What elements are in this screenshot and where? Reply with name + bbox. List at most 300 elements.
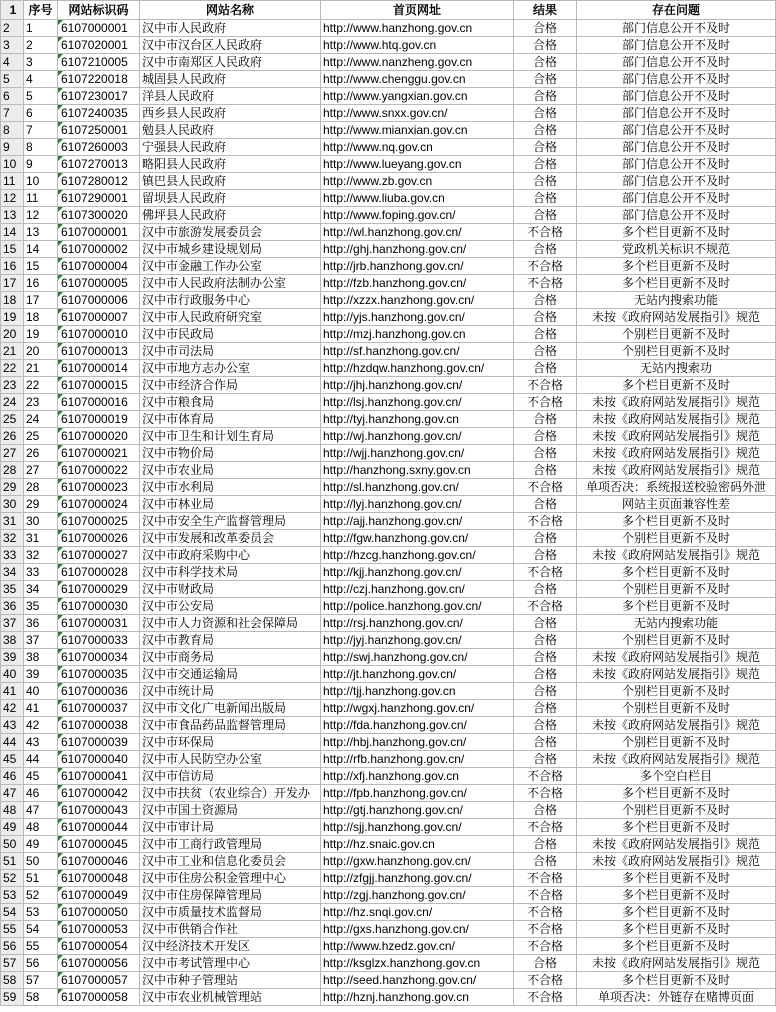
code-cell[interactable]: 6107000023: [58, 479, 140, 496]
url-cell[interactable]: http://hbj.hanzhong.gov.cn/: [321, 734, 514, 751]
name-cell[interactable]: 汉中市食品药品监督管理局: [140, 717, 321, 734]
url-cell[interactable]: http://www.snxx.gov.cn/: [321, 105, 514, 122]
issue-cell[interactable]: 未按《政府网站发展指引》规范: [577, 649, 776, 666]
name-cell[interactable]: 汉中市南郑区人民政府: [140, 54, 321, 71]
result-cell[interactable]: 不合格: [514, 921, 577, 938]
result-cell[interactable]: 不合格: [514, 938, 577, 955]
issue-cell[interactable]: 无站内搜索功: [577, 360, 776, 377]
url-cell[interactable]: http://sjj.hanzhong.gov.cn/: [321, 819, 514, 836]
header-issue[interactable]: 存在问题: [577, 0, 776, 20]
issue-cell[interactable]: 多个栏目更新不及时: [577, 564, 776, 581]
name-cell[interactable]: 汉中市科学技术局: [140, 564, 321, 581]
issue-cell[interactable]: 未按《政府网站发展指引》规范: [577, 428, 776, 445]
seq-cell[interactable]: 35: [24, 598, 58, 615]
seq-cell[interactable]: 4: [24, 71, 58, 88]
name-cell[interactable]: 汉中市统计局: [140, 683, 321, 700]
name-cell[interactable]: 汉中市公安局: [140, 598, 321, 615]
seq-cell[interactable]: 6: [24, 105, 58, 122]
seq-cell[interactable]: 10: [24, 173, 58, 190]
header-code[interactable]: 网站标识码: [58, 0, 140, 20]
issue-cell[interactable]: 多个栏目更新不及时: [577, 513, 776, 530]
issue-cell[interactable]: 个别栏目更新不及时: [577, 343, 776, 360]
issue-cell[interactable]: 部门信息公开不及时: [577, 139, 776, 156]
issue-cell[interactable]: 部门信息公开不及时: [577, 54, 776, 71]
url-cell[interactable]: http://kjj.hanzhong.gov.cn/: [321, 564, 514, 581]
url-cell[interactable]: http://ksglzx.hanzhong.gov.cn: [321, 955, 514, 972]
result-cell[interactable]: 合格: [514, 428, 577, 445]
name-cell[interactable]: 汉中市人民防空办公室: [140, 751, 321, 768]
result-cell[interactable]: 合格: [514, 649, 577, 666]
seq-cell[interactable]: 43: [24, 734, 58, 751]
name-cell[interactable]: 汉中市种子管理站: [140, 972, 321, 989]
code-cell[interactable]: 6107000031: [58, 615, 140, 632]
url-cell[interactable]: http://www.liuba.gov.cn: [321, 190, 514, 207]
name-cell[interactable]: 汉中市住房公积金管理中心: [140, 870, 321, 887]
code-cell[interactable]: 6107000004: [58, 258, 140, 275]
issue-cell[interactable]: 未按《政府网站发展指引》规范: [577, 955, 776, 972]
issue-cell[interactable]: 多个栏目更新不及时: [577, 819, 776, 836]
issue-cell[interactable]: 多个栏目更新不及时: [577, 598, 776, 615]
issue-cell[interactable]: 个别栏目更新不及时: [577, 632, 776, 649]
code-cell[interactable]: 6107000010: [58, 326, 140, 343]
seq-cell[interactable]: 25: [24, 428, 58, 445]
name-cell[interactable]: 汉中市粮食局: [140, 394, 321, 411]
result-cell[interactable]: 合格: [514, 853, 577, 870]
url-cell[interactable]: http://jt.hanzhong.gov.cn/: [321, 666, 514, 683]
issue-cell[interactable]: 多个栏目更新不及时: [577, 870, 776, 887]
url-cell[interactable]: http://gxs.hanzhong.gov.cn/: [321, 921, 514, 938]
code-cell[interactable]: 6107000019: [58, 411, 140, 428]
header-url[interactable]: 首页网址: [321, 0, 514, 20]
issue-cell[interactable]: 未按《政府网站发展指引》规范: [577, 666, 776, 683]
name-cell[interactable]: 汉中市汉台区人民政府: [140, 37, 321, 54]
url-cell[interactable]: http://yjs.hanzhong.gov.cn/: [321, 309, 514, 326]
issue-cell[interactable]: 未按《政府网站发展指引》规范: [577, 309, 776, 326]
seq-cell[interactable]: 51: [24, 870, 58, 887]
issue-cell[interactable]: 个别栏目更新不及时: [577, 326, 776, 343]
name-cell[interactable]: 汉中市农业机械管理站: [140, 989, 321, 1006]
code-cell[interactable]: 6107000036: [58, 683, 140, 700]
seq-cell[interactable]: 47: [24, 802, 58, 819]
name-cell[interactable]: 镇巴县人民政府: [140, 173, 321, 190]
result-cell[interactable]: 合格: [514, 836, 577, 853]
code-cell[interactable]: 6107000014: [58, 360, 140, 377]
code-cell[interactable]: 6107000016: [58, 394, 140, 411]
result-cell[interactable]: 不合格: [514, 768, 577, 785]
result-cell[interactable]: 合格: [514, 615, 577, 632]
seq-cell[interactable]: 39: [24, 666, 58, 683]
result-cell[interactable]: 不合格: [514, 887, 577, 904]
name-cell[interactable]: 佛坪县人民政府: [140, 207, 321, 224]
seq-cell[interactable]: 37: [24, 632, 58, 649]
result-cell[interactable]: 不合格: [514, 785, 577, 802]
code-cell[interactable]: 6107240035: [58, 105, 140, 122]
name-cell[interactable]: 汉中市文化广电新闻出版局: [140, 700, 321, 717]
code-cell[interactable]: 6107000044: [58, 819, 140, 836]
url-cell[interactable]: http://ajj.hanzhong.gov.cn/: [321, 513, 514, 530]
seq-cell[interactable]: 30: [24, 513, 58, 530]
seq-cell[interactable]: 2: [24, 37, 58, 54]
seq-cell[interactable]: 20: [24, 343, 58, 360]
result-cell[interactable]: 合格: [514, 88, 577, 105]
seq-cell[interactable]: 7: [24, 122, 58, 139]
code-cell[interactable]: 6107000033: [58, 632, 140, 649]
seq-cell[interactable]: 55: [24, 938, 58, 955]
url-cell[interactable]: http://fgw.hanzhong.gov.cn/: [321, 530, 514, 547]
result-cell[interactable]: 不合格: [514, 904, 577, 921]
result-cell[interactable]: 合格: [514, 462, 577, 479]
url-cell[interactable]: http://czj.hanzhong.gov.cn/: [321, 581, 514, 598]
code-cell[interactable]: 6107000057: [58, 972, 140, 989]
code-cell[interactable]: 6107000043: [58, 802, 140, 819]
name-cell[interactable]: 汉中市质量技术监督局: [140, 904, 321, 921]
url-cell[interactable]: http://hznj.hanzhong.gov.cn: [321, 989, 514, 1006]
issue-cell[interactable]: 部门信息公开不及时: [577, 105, 776, 122]
result-cell[interactable]: 不合格: [514, 479, 577, 496]
code-cell[interactable]: 6107000026: [58, 530, 140, 547]
url-cell[interactable]: http://seed.hanzhong.gov.cn/: [321, 972, 514, 989]
name-cell[interactable]: 汉中市人民政府法制办公室: [140, 275, 321, 292]
seq-cell[interactable]: 3: [24, 54, 58, 71]
name-cell[interactable]: 汉中市住房保障管理局: [140, 887, 321, 904]
code-cell[interactable]: 6107000034: [58, 649, 140, 666]
name-cell[interactable]: 汉中市林业局: [140, 496, 321, 513]
issue-cell[interactable]: 多个栏目更新不及时: [577, 938, 776, 955]
issue-cell[interactable]: 无站内搜索功能: [577, 615, 776, 632]
code-cell[interactable]: 6107000058: [58, 989, 140, 1006]
code-cell[interactable]: 6107000035: [58, 666, 140, 683]
issue-cell[interactable]: 多个栏目更新不及时: [577, 921, 776, 938]
issue-cell[interactable]: 网站主页面兼容性差: [577, 496, 776, 513]
name-cell[interactable]: 汉中市考试管理中心: [140, 955, 321, 972]
url-cell[interactable]: http://tjj.hanzhong.gov.cn: [321, 683, 514, 700]
issue-cell[interactable]: 未按《政府网站发展指引》规范: [577, 547, 776, 564]
url-cell[interactable]: http://www.nanzheng.gov.cn: [321, 54, 514, 71]
issue-cell[interactable]: 部门信息公开不及时: [577, 88, 776, 105]
issue-cell[interactable]: 未按《政府网站发展指引》规范: [577, 836, 776, 853]
result-cell[interactable]: 不合格: [514, 564, 577, 581]
code-cell[interactable]: 6107000022: [58, 462, 140, 479]
name-cell[interactable]: 汉中市工商行政管理局: [140, 836, 321, 853]
result-cell[interactable]: 合格: [514, 20, 577, 37]
name-cell[interactable]: 汉中市卫生和计划生育局: [140, 428, 321, 445]
issue-cell[interactable]: 多个栏目更新不及时: [577, 258, 776, 275]
url-cell[interactable]: http://wj.hanzhong.gov.cn/: [321, 428, 514, 445]
result-cell[interactable]: 合格: [514, 207, 577, 224]
name-cell[interactable]: 汉中市审计局: [140, 819, 321, 836]
seq-cell[interactable]: 54: [24, 921, 58, 938]
seq-cell[interactable]: 17: [24, 292, 58, 309]
name-cell[interactable]: 汉中市物价局: [140, 445, 321, 462]
url-cell[interactable]: http://swj.hanzhong.gov.cn/: [321, 649, 514, 666]
name-cell[interactable]: 略阳县人民政府: [140, 156, 321, 173]
name-cell[interactable]: 汉中市扶贫（农业综合）开发办: [140, 785, 321, 802]
name-cell[interactable]: 洋县人民政府: [140, 88, 321, 105]
name-cell[interactable]: 汉中市发展和改革委员会: [140, 530, 321, 547]
issue-cell[interactable]: 多个栏目更新不及时: [577, 904, 776, 921]
issue-cell[interactable]: 未按《政府网站发展指引》规范: [577, 445, 776, 462]
result-cell[interactable]: 合格: [514, 717, 577, 734]
url-cell[interactable]: http://www.htq.gov.cn: [321, 37, 514, 54]
header-seq[interactable]: 序号: [24, 0, 58, 20]
code-cell[interactable]: 6107000056: [58, 955, 140, 972]
issue-cell[interactable]: 多个空白栏目: [577, 768, 776, 785]
code-cell[interactable]: 6107250001: [58, 122, 140, 139]
code-cell[interactable]: 6107000050: [58, 904, 140, 921]
code-cell[interactable]: 6107000006: [58, 292, 140, 309]
url-cell[interactable]: http://fda.hanzhong.gov.cn/: [321, 717, 514, 734]
name-cell[interactable]: 汉中市人民政府研究室: [140, 309, 321, 326]
url-cell[interactable]: http://gxw.hanzhong.gov.cn/: [321, 853, 514, 870]
code-cell[interactable]: 6107000015: [58, 377, 140, 394]
result-cell[interactable]: 合格: [514, 700, 577, 717]
code-cell[interactable]: 6107000013: [58, 343, 140, 360]
seq-cell[interactable]: 53: [24, 904, 58, 921]
result-cell[interactable]: 合格: [514, 241, 577, 258]
result-cell[interactable]: 合格: [514, 581, 577, 598]
seq-cell[interactable]: 49: [24, 836, 58, 853]
url-cell[interactable]: http://www.nq.gov.cn: [321, 139, 514, 156]
code-cell[interactable]: 6107000005: [58, 275, 140, 292]
issue-cell[interactable]: 部门信息公开不及时: [577, 156, 776, 173]
result-cell[interactable]: 合格: [514, 326, 577, 343]
issue-cell[interactable]: 未按《政府网站发展指引》规范: [577, 411, 776, 428]
seq-cell[interactable]: 5: [24, 88, 58, 105]
name-cell[interactable]: 汉中市环保局: [140, 734, 321, 751]
result-cell[interactable]: 不合格: [514, 275, 577, 292]
url-cell[interactable]: http://gtj.hanzhong.gov.cn/: [321, 802, 514, 819]
seq-cell[interactable]: 27: [24, 462, 58, 479]
issue-cell[interactable]: 未按《政府网站发展指引》规范: [577, 717, 776, 734]
url-cell[interactable]: http://hz.snaic.gov.cn: [321, 836, 514, 853]
result-cell[interactable]: 合格: [514, 37, 577, 54]
result-cell[interactable]: 不合格: [514, 972, 577, 989]
result-cell[interactable]: 不合格: [514, 513, 577, 530]
name-cell[interactable]: 汉中市司法局: [140, 343, 321, 360]
code-cell[interactable]: 6107280012: [58, 173, 140, 190]
seq-cell[interactable]: 21: [24, 360, 58, 377]
url-cell[interactable]: http://zgj.hanzhong.gov.cn/: [321, 887, 514, 904]
issue-cell[interactable]: 多个栏目更新不及时: [577, 275, 776, 292]
url-cell[interactable]: http://sf.hanzhong.gov.cn/: [321, 343, 514, 360]
issue-cell[interactable]: 未按《政府网站发展指引》规范: [577, 462, 776, 479]
result-cell[interactable]: 合格: [514, 309, 577, 326]
name-cell[interactable]: 宁强县人民政府: [140, 139, 321, 156]
seq-cell[interactable]: 26: [24, 445, 58, 462]
result-cell[interactable]: 合格: [514, 802, 577, 819]
code-cell[interactable]: 6107000040: [58, 751, 140, 768]
name-cell[interactable]: 汉中市旅游发展委员会: [140, 224, 321, 241]
url-cell[interactable]: http://xfj.hanzhong.gov.cn: [321, 768, 514, 785]
url-cell[interactable]: http://wl.hanzhong.gov.cn/: [321, 224, 514, 241]
issue-cell[interactable]: 单项否决：系统报送校验密码外泄: [577, 479, 776, 496]
issue-cell[interactable]: 部门信息公开不及时: [577, 190, 776, 207]
code-cell[interactable]: 6107220018: [58, 71, 140, 88]
result-cell[interactable]: 合格: [514, 122, 577, 139]
code-cell[interactable]: 6107000046: [58, 853, 140, 870]
url-cell[interactable]: http://ghj.hanzhong.gov.cn/: [321, 241, 514, 258]
name-cell[interactable]: 城固县人民政府: [140, 71, 321, 88]
seq-cell[interactable]: 40: [24, 683, 58, 700]
code-cell[interactable]: 6107000021: [58, 445, 140, 462]
result-cell[interactable]: 合格: [514, 139, 577, 156]
seq-cell[interactable]: 33: [24, 564, 58, 581]
code-cell[interactable]: 6107000054: [58, 938, 140, 955]
issue-cell[interactable]: 部门信息公开不及时: [577, 122, 776, 139]
seq-cell[interactable]: 58: [24, 989, 58, 1006]
code-cell[interactable]: 6107000028: [58, 564, 140, 581]
url-cell[interactable]: http://www.foping.gov.cn/: [321, 207, 514, 224]
seq-cell[interactable]: 34: [24, 581, 58, 598]
result-cell[interactable]: 合格: [514, 411, 577, 428]
code-cell[interactable]: 6107020001: [58, 37, 140, 54]
result-cell[interactable]: 合格: [514, 496, 577, 513]
code-cell[interactable]: 6107000049: [58, 887, 140, 904]
issue-cell[interactable]: 无站内搜索功能: [577, 292, 776, 309]
url-cell[interactable]: http://hzdqw.hanzhong.gov.cn/: [321, 360, 514, 377]
issue-cell[interactable]: 多个栏目更新不及时: [577, 224, 776, 241]
url-cell[interactable]: http://rsj.hanzhong.gov.cn/: [321, 615, 514, 632]
issue-cell[interactable]: 未按《政府网站发展指引》规范: [577, 751, 776, 768]
code-cell[interactable]: 6107000001: [58, 224, 140, 241]
name-cell[interactable]: 汉中市金融工作办公室: [140, 258, 321, 275]
name-cell[interactable]: 勉县人民政府: [140, 122, 321, 139]
issue-cell[interactable]: 个别栏目更新不及时: [577, 581, 776, 598]
seq-cell[interactable]: 18: [24, 309, 58, 326]
url-cell[interactable]: http://police.hanzhong.gov.cn/: [321, 598, 514, 615]
result-cell[interactable]: 合格: [514, 734, 577, 751]
issue-cell[interactable]: 未按《政府网站发展指引》规范: [577, 394, 776, 411]
code-cell[interactable]: 6107210005: [58, 54, 140, 71]
seq-cell[interactable]: 42: [24, 717, 58, 734]
name-cell[interactable]: 汉中市民政局: [140, 326, 321, 343]
name-cell[interactable]: 汉中市人民政府: [140, 20, 321, 37]
url-cell[interactable]: http://www.zb.gov.cn: [321, 173, 514, 190]
issue-cell[interactable]: 部门信息公开不及时: [577, 71, 776, 88]
name-cell[interactable]: 汉中市行政服务中心: [140, 292, 321, 309]
result-cell[interactable]: 不合格: [514, 377, 577, 394]
code-cell[interactable]: 6107000053: [58, 921, 140, 938]
code-cell[interactable]: 6107300020: [58, 207, 140, 224]
url-cell[interactable]: http://www.hzedz.gov.cn/: [321, 938, 514, 955]
issue-cell[interactable]: 部门信息公开不及时: [577, 207, 776, 224]
issue-cell[interactable]: 多个栏目更新不及时: [577, 972, 776, 989]
result-cell[interactable]: 不合格: [514, 598, 577, 615]
seq-cell[interactable]: 16: [24, 275, 58, 292]
name-cell[interactable]: 汉中市工业和信息化委员会: [140, 853, 321, 870]
seq-cell[interactable]: 12: [24, 207, 58, 224]
result-cell[interactable]: 不合格: [514, 224, 577, 241]
result-cell[interactable]: 合格: [514, 190, 577, 207]
seq-cell[interactable]: 52: [24, 887, 58, 904]
result-cell[interactable]: 合格: [514, 547, 577, 564]
name-cell[interactable]: 汉中市政府采购中心: [140, 547, 321, 564]
code-cell[interactable]: 6107000038: [58, 717, 140, 734]
issue-cell[interactable]: 个别栏目更新不及时: [577, 683, 776, 700]
seq-cell[interactable]: 22: [24, 377, 58, 394]
name-cell[interactable]: 汉中市信访局: [140, 768, 321, 785]
url-cell[interactable]: http://jyj.hanzhong.gov.cn/: [321, 632, 514, 649]
issue-cell[interactable]: 单项否决：外链存在赌博页面: [577, 989, 776, 1006]
result-cell[interactable]: 合格: [514, 360, 577, 377]
result-cell[interactable]: 合格: [514, 292, 577, 309]
result-cell[interactable]: 不合格: [514, 989, 577, 1006]
name-cell[interactable]: 汉中市体育局: [140, 411, 321, 428]
issue-cell[interactable]: 多个栏目更新不及时: [577, 785, 776, 802]
url-cell[interactable]: http://hz.snqi.gov.cn/: [321, 904, 514, 921]
result-cell[interactable]: 合格: [514, 530, 577, 547]
name-cell[interactable]: 汉中市国土资源局: [140, 802, 321, 819]
seq-cell[interactable]: 11: [24, 190, 58, 207]
url-cell[interactable]: http://fpb.hanzhong.gov.cn/: [321, 785, 514, 802]
name-cell[interactable]: 汉中市教育局: [140, 632, 321, 649]
seq-cell[interactable]: 28: [24, 479, 58, 496]
name-cell[interactable]: 留坝县人民政府: [140, 190, 321, 207]
result-cell[interactable]: 合格: [514, 666, 577, 683]
seq-cell[interactable]: 14: [24, 241, 58, 258]
name-cell[interactable]: 汉中市经济合作局: [140, 377, 321, 394]
name-cell[interactable]: 汉中市人力资源和社会保障局: [140, 615, 321, 632]
name-cell[interactable]: 汉中市地方志办公室: [140, 360, 321, 377]
issue-cell[interactable]: 部门信息公开不及时: [577, 20, 776, 37]
name-cell[interactable]: 汉中市安全生产监督管理局: [140, 513, 321, 530]
result-cell[interactable]: 合格: [514, 105, 577, 122]
code-cell[interactable]: 6107230017: [58, 88, 140, 105]
code-cell[interactable]: 6107000029: [58, 581, 140, 598]
url-cell[interactable]: http://lsj.hanzhong.gov.cn/: [321, 394, 514, 411]
url-cell[interactable]: http://www.yangxian.gov.cn: [321, 88, 514, 105]
url-cell[interactable]: http://mzj.hanzhong.gov.cn: [321, 326, 514, 343]
seq-cell[interactable]: 15: [24, 258, 58, 275]
url-cell[interactable]: http://hanzhong.sxny.gov.cn: [321, 462, 514, 479]
url-cell[interactable]: http://www.mianxian.gov.cn: [321, 122, 514, 139]
seq-cell[interactable]: 31: [24, 530, 58, 547]
seq-cell[interactable]: 56: [24, 955, 58, 972]
seq-cell[interactable]: 1: [24, 20, 58, 37]
code-cell[interactable]: 6107000001: [58, 20, 140, 37]
issue-cell[interactable]: 个别栏目更新不及时: [577, 802, 776, 819]
url-cell[interactable]: http://hzcg.hanzhong.gov.cn/: [321, 547, 514, 564]
url-cell[interactable]: http://zfgjj.hanzhong.gov.cn/: [321, 870, 514, 887]
issue-cell[interactable]: 党政机关标识不规范: [577, 241, 776, 258]
code-cell[interactable]: 6107270013: [58, 156, 140, 173]
code-cell[interactable]: 6107000020: [58, 428, 140, 445]
url-cell[interactable]: http://wgxj.hanzhong.gov.cn/: [321, 700, 514, 717]
result-cell[interactable]: 合格: [514, 71, 577, 88]
seq-cell[interactable]: 46: [24, 785, 58, 802]
url-cell[interactable]: http://xzzx.hanzhong.gov.cn/: [321, 292, 514, 309]
result-cell[interactable]: 合格: [514, 955, 577, 972]
name-cell[interactable]: 汉中经济技术开发区: [140, 938, 321, 955]
seq-cell[interactable]: 23: [24, 394, 58, 411]
name-cell[interactable]: 汉中市财政局: [140, 581, 321, 598]
seq-cell[interactable]: 45: [24, 768, 58, 785]
code-cell[interactable]: 6107000027: [58, 547, 140, 564]
code-cell[interactable]: 6107290001: [58, 190, 140, 207]
seq-cell[interactable]: 50: [24, 853, 58, 870]
header-result[interactable]: 结果: [514, 0, 577, 20]
name-cell[interactable]: 汉中市水利局: [140, 479, 321, 496]
issue-cell[interactable]: 部门信息公开不及时: [577, 37, 776, 54]
url-cell[interactable]: http://fzb.hanzhong.gov.cn/: [321, 275, 514, 292]
seq-cell[interactable]: 36: [24, 615, 58, 632]
name-cell[interactable]: 汉中市交通运输局: [140, 666, 321, 683]
name-cell[interactable]: 汉中市农业局: [140, 462, 321, 479]
code-cell[interactable]: 6107000007: [58, 309, 140, 326]
url-cell[interactable]: http://jrb.hanzhong.gov.cn/: [321, 258, 514, 275]
seq-cell[interactable]: 32: [24, 547, 58, 564]
result-cell[interactable]: 不合格: [514, 819, 577, 836]
